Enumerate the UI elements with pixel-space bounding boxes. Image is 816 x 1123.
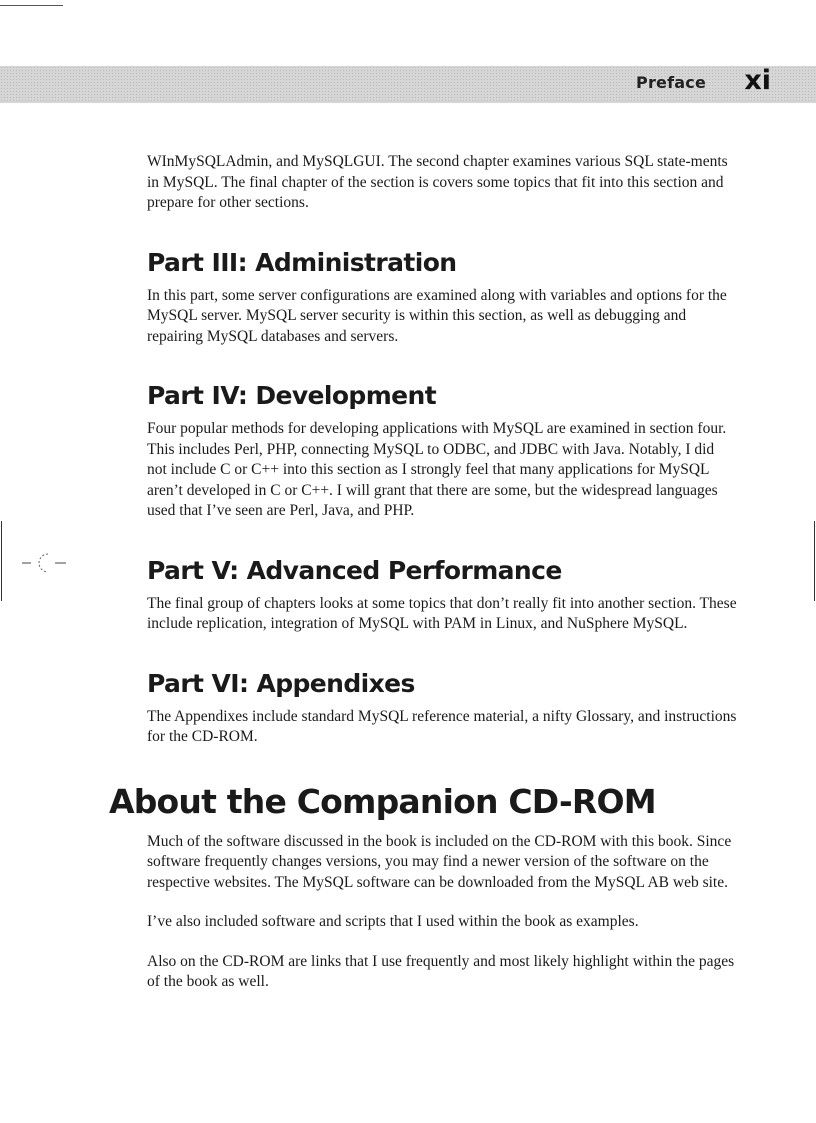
page-content: [109, 152, 737, 993]
part-iv-heading: Part IV: Development: [147, 381, 437, 410]
running-header-title: Preface: [636, 73, 706, 92]
corner-rule: [0, 5, 63, 6]
part-iv-text: Four popular methods for developing applications with MySQL are examined in section four. This includes Perl, PHP, connecting MySQL to ODBC, and JDBC with Java. Notably, I did not include C or C++ into this section as I strongly feel that many applications for MySQL aren’t developed in C or C++. I will grant that there are some, but the widespread languages used that I’ve seen are Perl, Java, and PHP.: [147, 420, 727, 519]
part-iii-heading: Part III: Administration: [147, 247, 457, 277]
companion-paragraph: Also on the CD-ROM are links that I use frequently and most likely highlight within the pages of the book as well.: [147, 952, 735, 990]
companion-cd-heading: About the Companion CD-ROM: [109, 781, 656, 821]
intro-paragraph: WInMySQLAdmin, and MySQLGUI. The second chapter examines various SQL state-ments in MySQL. The final chapter of the section is covers some topics that fit into this section and prepare for other sections.: [147, 153, 728, 211]
registration-mark-icon: [22, 551, 66, 575]
part-v-heading: Part V: Advanced Performance: [147, 555, 562, 585]
part-iii-text: In this part, some server configurations are examined along with variables and options for the MySQL server. MySQL server security is within this section, as well as debugging and repairing MySQL databases and servers.: [147, 286, 727, 345]
page-number: xi: [744, 65, 771, 96]
left-margin-rule: [1, 521, 2, 601]
companion-paragraph: I’ve also included software and scripts that I used within the book as examples.: [147, 913, 639, 930]
part-vi-text: The Appendixes include standard MySQL reference material, a nifty Glossary, and instructions for the CD-ROM.: [147, 707, 737, 745]
part-vi-heading: Part VI: Appendixes: [147, 668, 415, 698]
part-v-text: The final group of chapters looks at some topics that don’t really fit into another section. These include replication, integration of MySQL with PAM in Linux, and NuSphere MySQL.: [147, 594, 737, 632]
companion-paragraph: Much of the software discussed in the book is included on the CD-ROM with this book. Since software frequently changes versions, you may find a newer version of the software on the respective websites. The MySQL software can be downloaded from the MySQL AB web site.: [147, 832, 732, 891]
right-margin-rule: [814, 521, 815, 601]
